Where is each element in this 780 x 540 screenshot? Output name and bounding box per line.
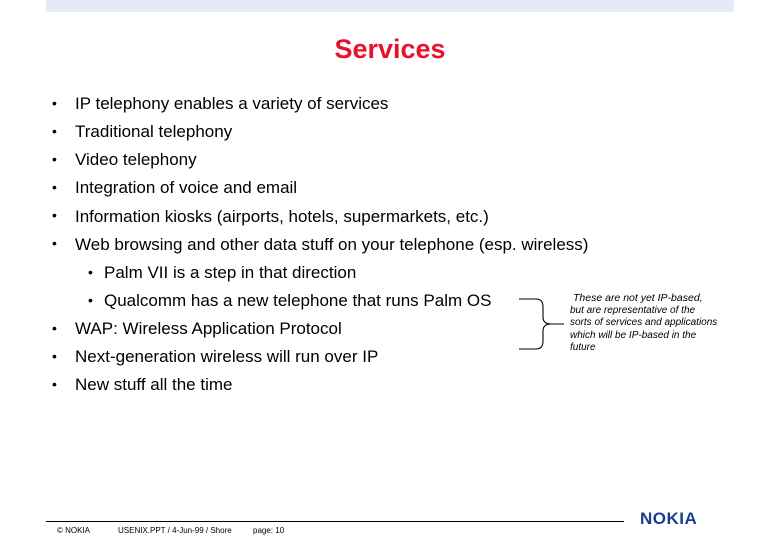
bullet-dot: •	[52, 320, 57, 336]
bullet-dot: •	[52, 207, 57, 223]
note-line: which will be IP-based in the	[570, 329, 697, 341]
right-brace-icon	[518, 293, 566, 355]
side-note	[570, 292, 750, 355]
footer-info: USENIX.PPT / 4-Jun-99 / Shore	[118, 526, 232, 535]
bullet-dot: •	[52, 348, 57, 364]
bullet-dot: •	[52, 123, 57, 139]
bullet-dot: •	[52, 95, 57, 111]
footer-divider	[46, 521, 624, 522]
bullet-item: New stuff all the time	[75, 375, 233, 394]
bullet-item: IP telephony enables a variety of services	[75, 94, 389, 113]
note-line: sorts of services and applications	[570, 317, 718, 328]
note-line: These are not yet IP-based,	[573, 292, 703, 304]
bullet-item: Information kiosks (airports, hotels, supermarkets, etc.)	[75, 207, 489, 226]
footer-copyright: © NOKIA	[57, 526, 91, 535]
bullet-item: Integration of voice and email	[75, 178, 298, 197]
bullet-dot: •	[52, 235, 57, 251]
sub-bullet-item: Palm VII is a step in that direction	[104, 263, 357, 282]
bullet-item: Web browsing and other data stuff on your telephone (esp. wireless)	[75, 235, 589, 254]
note-line: but are representative of the	[570, 304, 696, 316]
bullet-item: Traditional telephony	[75, 122, 233, 141]
nokia-logo: NOKIA	[640, 509, 698, 528]
note-line: future	[570, 342, 596, 353]
top-bar	[46, 0, 734, 12]
footer-page: page: 10	[253, 526, 285, 535]
bullet-dot: •	[52, 376, 57, 392]
bullet-dot: •	[52, 179, 57, 195]
bullet-item: Video telephony	[75, 150, 197, 169]
bullet-dot: •	[52, 151, 57, 167]
sub-bullet-dot: •	[88, 292, 93, 308]
slide-title: Services	[334, 34, 446, 64]
bullet-item: WAP: Wireless Application Protocol	[75, 319, 342, 338]
sub-bullet-dot: •	[88, 264, 93, 280]
bullet-item: Next-generation wireless will run over IP	[75, 347, 379, 366]
sub-bullet-item: Qualcomm has a new telephone that runs Palm OS	[104, 291, 492, 310]
